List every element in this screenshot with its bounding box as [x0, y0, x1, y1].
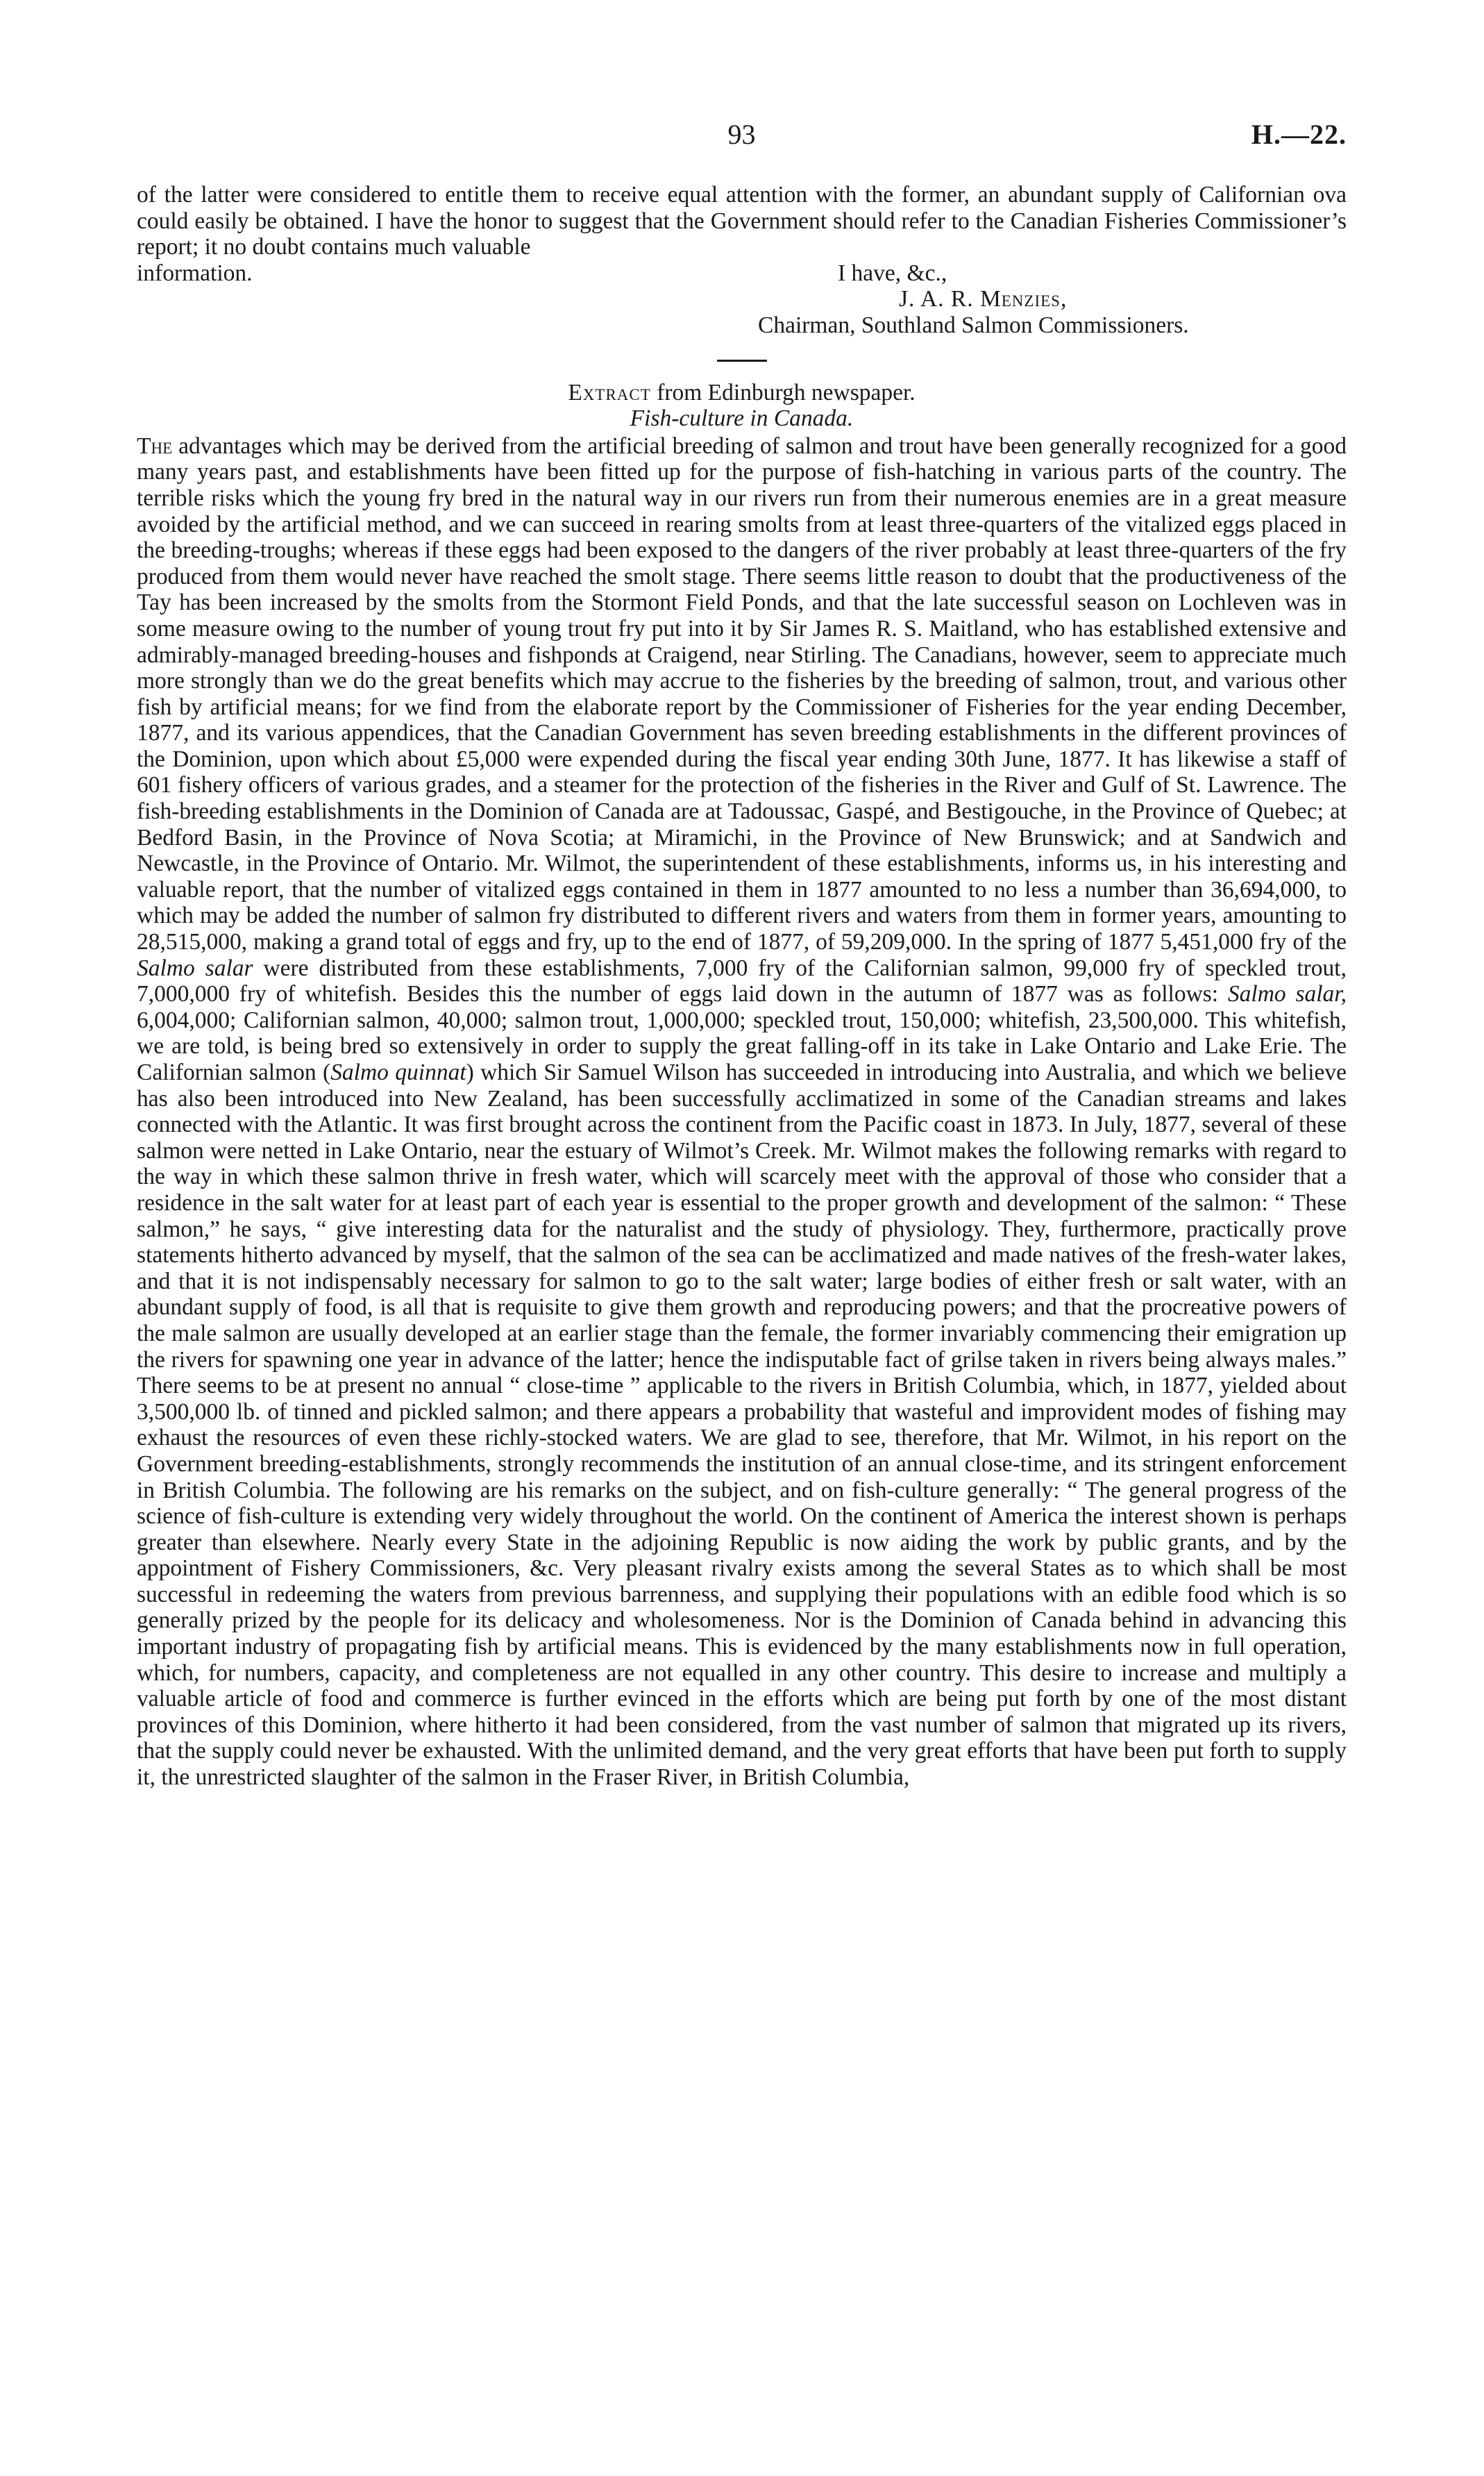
page-header	[137, 118, 1347, 160]
page-number: 93	[727, 119, 756, 150]
page-content	[137, 182, 1347, 1791]
heading-source: from Edinburgh newspaper.	[650, 379, 916, 405]
article-body	[137, 433, 1347, 1791]
species-name: Salmo quinnat	[330, 1060, 466, 1085]
article-segment-2: were distributed from these establishments, 7,000 fry of the Californian salmon, 99,000 fry of speckled trout, 7,000,000 fry of whitefish. Besides this the number of eggs laid down in the autumn of 1877 was as follows:	[137, 955, 1347, 1007]
closing-line	[137, 260, 1347, 287]
species-name: Salmo salar,	[1227, 981, 1347, 1007]
letter-conclusion: of the latter were considered to entitle them to receive equal attention with the former, an abundant supply of Californian ova could easily be obtained. I have the honor to suggest that the Government should refer to the Canadian Fisheries Commissioner’s report; it no doubt contains much valuable	[137, 182, 1347, 260]
article-segment-1: advantages which may be derived from the artificial breeding of salmon and trout have been generally recognized for a good many years past, and establishments have been fitted up for the purpose of fish-hatching in various parts of the country. The terrible risks which the young fry bred in the natural way in our rivers run from their numerous enemies are in a great measure avoided by the artificial method, and we can succeed in rearing smolts from at least three-quarters of the vitalized eggs placed in the breeding-troughs; whereas if these eggs had been exposed to the dangers of the river probably at least three-quarters of the fry produced from them would never have reached the smolt stage. There seems little reason to doubt that the productiveness of the Tay has been increased by the smolts from the Stormont Field Ponds, and that the late successful season on Lochleven was in some measure owing to the number of young trout fry put into it by Sir James R. S. Maitland, who has established extensive and admirably-managed breeding-houses and fishponds at Craigend, near Stirling. The Canadians, however, seem to appreciate much more strongly than we do the great benefits which may accrue to the fisheries by the breeding of salmon, trout, and various other fish by artificial means; for we find from the elaborate report by the Commissioner of Fisheries for the year ending December, 1877, and its various appendices, that the Canadian Government has seven breeding establishments in the different provinces of the Dominion, upon which about £5,000 were expended during the fiscal year ending 30th June, 1877. It has likewise a staff of 601 fishery officers of various grades, and a steamer for the protection of the fisheries in the River and Gulf of St. Lawrence. The fish-breeding establishments in the Dominion of Canada are at Tadoussac, Gaspé, and Bestigouche, in the Province of Quebec; at Bedford Basin, in the Province of Nova Scotia; at Miramichi, in the Province of New Brunswick; and at Sandwich and Newcastle, in the Province of Ontario. Mr. Wilmot, the superintendent of these establishments, informs us, in his interesting and valuable report, that the number of vitalized eggs contained in them in 1877 amounted to no less a number than 36,694,000, to which may be added the number of salmon fry distributed to different rivers and waters from them in former years, amounting to 28,515,000, making a grand total of eggs and fry, up to the end of 1877, of 59,209,000. In the spring of 1877 5,451,000 fry of the	[137, 433, 1347, 955]
signatory-title: Chairman, Southland Salmon Commissioners.	[758, 312, 1189, 338]
letter-last-line: information.	[137, 260, 253, 286]
article-heading	[137, 380, 1347, 406]
section-divider	[717, 360, 767, 362]
letter-closing: I have, &c.,	[838, 260, 947, 286]
heading-extract: Extract	[568, 379, 651, 405]
species-name: Salmo salar	[137, 955, 253, 981]
article-segment-3: 6,004,000; Californian salmon, 40,000; salmon trout, 1,000,000; speckled trout, 150,000; whitefish, 23,500,000. This whitefish, we are told, is being bred so extensively in order to supply the great falling-off in its take in Lake Ontario and Lake Erie. The Californian salmon (	[137, 1007, 1347, 1085]
document-reference: H.—22.	[1251, 119, 1347, 150]
article-segment-4: ) which Sir Samuel Wilson has succeeded in introducing into Australia, and which we believe has also been introduced into New Zealand, has been successfully acclimatized in some of the Canadian streams and lakes connected with the Atlantic. It was first brought across the continent from the Pacific coast in 1873. In July, 1877, several of these salmon were netted in Lake Ontario, near the estuary of Wilmot’s Creek. Mr. Wilmot makes the following remarks with regard to the way in which these salmon thrive in fresh water, which will scarcely meet with the approval of those who consider that a residence in the salt water for at least part of each year is essential to the proper growth and development of the salmon: “ These salmon,” he says, “ give interesting data for the naturalist and the study of physiology. They, furthermore, practically prove statements hitherto advanced by myself, that the salmon of the sea can be acclimatized and made natives of the fresh-water lakes, and that it is not indispensably necessary for salmon to go to the salt water; large bodies of either fresh or salt water, with an abundant supply of food, is all that is requisite to give them growth and reproducing powers; and that the procreative powers of the male salmon are usually developed at an earlier stage than the female, the former invariably commencing their emigration up the rivers for spawning one year in advance of the latter; hence the indisputable fact of grilse taken in rivers being always males.” There seems to be at present no annual “ close-time ” applicable to the rivers in British Columbia, which, in 1877, yielded about 3,500,000 lb. of tinned and pickled salmon; and there appears a probability that wasteful and improvident modes of fishing may exhaust the resources of even these richly-stocked waters. We are glad to see, therefore, that Mr. Wilmot, in his report on the Government breeding-establishments, strongly recommends the institution of an annual close-time, and its stringent enforcement in British Columbia. The following are his remarks on the subject, and on fish-culture generally: “ The general progress of the science of fish-culture is extending very widely throughout the world. On the continent of America the interest shown is perhaps greater than elsewhere. Nearly every State in the adjoining Republic is now aiding the work by public grants, and by the appointment of Fishery Commissioners, &c. Very pleasant rivalry exists among the several States as to which shall be most successful in redeeming the waters from previous barrenness, and supplying their populations with an edible food which is so generally prized by the people for its delicacy and wholesomeness. Nor is the Dominion of Canada behind in advancing this important industry of propagating fish by artificial means. This is evidenced by the many establishments now in full operation, which, for numbers, capacity, and completeness are not equalled in any other country. This desire to increase and multiply a valuable article of food and commerce is further evinced in the efforts which are being put forth by one of the most distant provinces of this Dominion, where hitherto it had been considered, from the vast number of salmon that migrated up its rivers, that the supply could never be exhausted. With the unlimited demand, and the very great efforts that have been put forth to supply it, the unrestricted slaughter of the salmon in the Fraser River, in British Columbia,	[137, 1060, 1347, 1791]
article-first-word: The	[137, 433, 173, 459]
signatory-name: J. A. R. Menzies,	[899, 286, 1068, 312]
article-subheading: Fish-culture in Canada.	[630, 405, 854, 432]
